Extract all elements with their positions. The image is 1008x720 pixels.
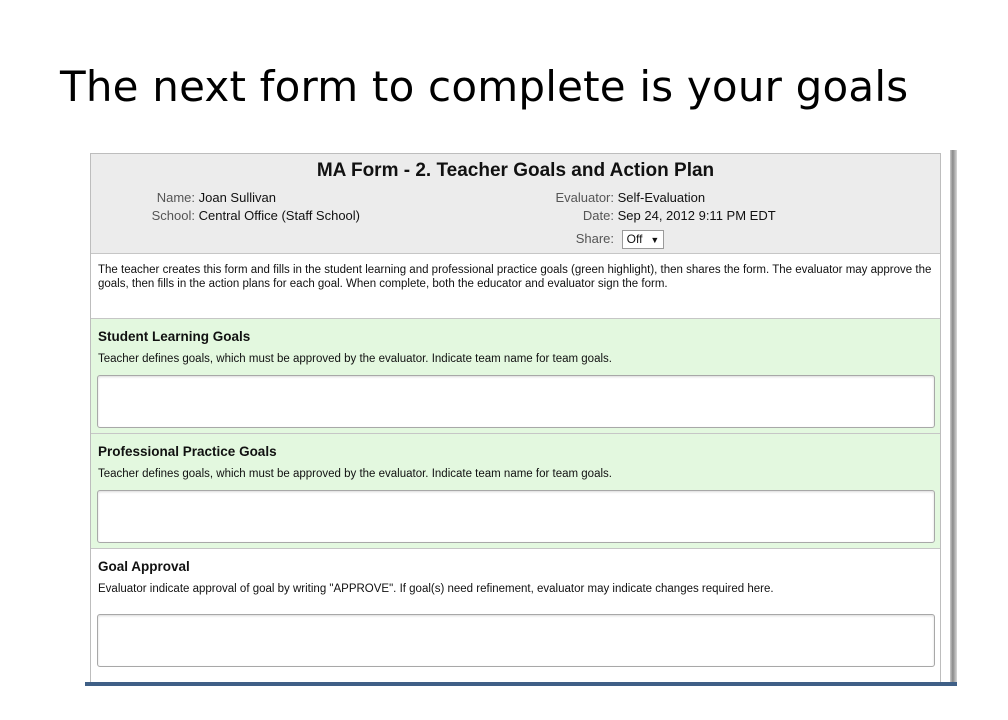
screenshot-shadow bbox=[950, 150, 957, 685]
school-row bbox=[97, 208, 360, 223]
name-label: Name: bbox=[156, 190, 195, 205]
share-row bbox=[494, 230, 664, 249]
form-title: MA Form - 2. Teacher Goals and Action Plan bbox=[316, 160, 715, 181]
share-select[interactable] bbox=[622, 230, 665, 249]
school-label: School: bbox=[151, 208, 195, 223]
goal-approval-description: Evaluator indicate approval of goal by writing "APPROVE". If goal(s) need refinement, evaluator may indicate changes required here. bbox=[98, 583, 774, 595]
professional-practice-goals-input[interactable] bbox=[97, 490, 935, 543]
slide-title: The next form to complete is your goals bbox=[60, 62, 909, 111]
goal-approval-input[interactable] bbox=[97, 614, 935, 667]
professional-practice-goals-description: Teacher defines goals, which must be approved by the evaluator. Indicate team name for team goals. bbox=[98, 468, 612, 480]
evaluator-label: Evaluator: bbox=[555, 190, 614, 205]
form-instructions: The teacher creates this form and fills in the student learning and professional practice goals (green highlight), then shares the form. The evaluator may approve the goals, then fills in the action plans for each goal. When complete, both the educator and evaluator sign the form. bbox=[91, 254, 940, 319]
student-learning-goals-section bbox=[91, 319, 940, 434]
slide-bottom-border bbox=[85, 682, 957, 686]
date-row bbox=[494, 208, 776, 223]
form-screenshot bbox=[90, 153, 941, 683]
name-row bbox=[97, 190, 276, 205]
evaluator-value: Self-Evaluation bbox=[617, 190, 706, 205]
name-value: Joan Sullivan bbox=[198, 190, 276, 205]
professional-practice-goals-title: Professional Practice Goals bbox=[98, 444, 277, 459]
share-label: Share: bbox=[575, 230, 614, 246]
date-label: Date: bbox=[582, 208, 614, 223]
professional-practice-goals-section bbox=[91, 434, 940, 549]
student-learning-goals-input[interactable] bbox=[97, 375, 935, 428]
goal-approval-section bbox=[91, 549, 940, 683]
school-value: Central Office (Staff School) bbox=[198, 208, 360, 223]
student-learning-goals-description: Teacher defines goals, which must be approved by the evaluator. Indicate team name for team goals. bbox=[98, 353, 612, 365]
share-value: Off bbox=[626, 232, 643, 246]
goal-approval-title: Goal Approval bbox=[98, 559, 190, 574]
chevron-down-icon: ▼ bbox=[650, 235, 660, 245]
date-value: Sep 24, 2012 9:11 PM EDT bbox=[617, 208, 776, 223]
form-header bbox=[91, 154, 940, 254]
evaluator-row bbox=[494, 190, 705, 205]
student-learning-goals-title: Student Learning Goals bbox=[98, 329, 251, 344]
